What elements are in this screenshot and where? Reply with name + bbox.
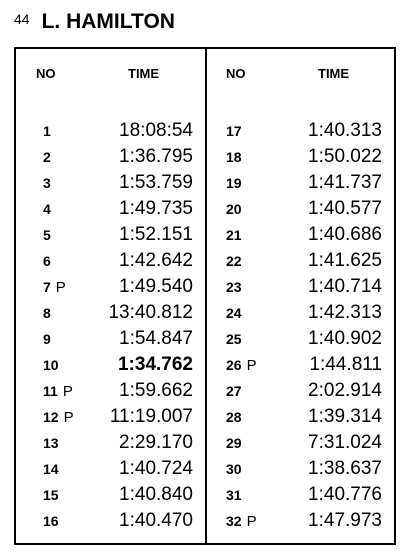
lap-time: 13:40.812 <box>108 302 193 323</box>
lap-number-value: 14 <box>43 461 59 477</box>
lap-row <box>207 379 396 405</box>
lap-number-value: 26 <box>226 357 242 373</box>
lap-row <box>207 483 396 509</box>
lap-time: 1:40.313 <box>308 120 382 141</box>
lap-row <box>16 457 205 483</box>
lap-number <box>43 304 51 322</box>
lap-row <box>207 509 396 535</box>
lap-number-value: 24 <box>226 305 242 321</box>
lap-number <box>43 226 51 244</box>
lap-number <box>43 278 66 297</box>
lap-row <box>207 327 396 353</box>
lap-time: 7:31.024 <box>308 432 382 453</box>
lap-time: 1:40.902 <box>308 328 382 349</box>
lap-time: 1:40.840 <box>119 484 193 505</box>
lap-row <box>16 405 205 431</box>
lap-row <box>16 197 205 223</box>
lap-number-value: 8 <box>43 305 51 321</box>
lap-number <box>43 148 51 166</box>
lap-number <box>43 434 59 452</box>
lap-number-value: 11 <box>43 383 58 399</box>
lap-time: 1:49.540 <box>119 276 193 297</box>
lap-number-value: 21 <box>226 227 242 243</box>
lap-number-value: 6 <box>43 253 51 269</box>
pit-stop-flag: P <box>63 409 74 426</box>
lap-row <box>16 145 205 171</box>
lap-number <box>43 486 59 504</box>
lap-number-value: 20 <box>226 201 242 217</box>
lap-number <box>226 512 257 531</box>
lap-number-value: 5 <box>43 227 51 243</box>
lap-number <box>43 460 59 478</box>
right-column-header <box>207 66 396 82</box>
lap-time: 1:39.314 <box>308 406 382 427</box>
lap-number <box>226 174 242 192</box>
lap-number <box>226 252 242 270</box>
lap-number <box>43 512 59 530</box>
lap-time: 1:47.973 <box>308 510 382 531</box>
pit-stop-flag: P <box>55 279 66 296</box>
lap-number <box>226 382 242 400</box>
lap-number <box>43 252 51 270</box>
lap-row <box>16 509 205 535</box>
lap-row <box>207 457 396 483</box>
lap-row <box>16 223 205 249</box>
lap-row <box>207 197 396 223</box>
right-rows <box>207 119 396 535</box>
lap-number-value: 15 <box>43 487 59 503</box>
lap-row <box>16 483 205 509</box>
lap-row <box>207 275 396 301</box>
lap-row <box>207 431 396 457</box>
pit-stop-flag: P <box>246 357 257 374</box>
lap-time: 1:54.847 <box>119 328 193 349</box>
lap-time: 1:59.662 <box>119 380 193 401</box>
lap-number-value: 12 <box>43 409 59 425</box>
lap-number-value: 19 <box>226 175 242 191</box>
lap-time: 1:38.637 <box>308 458 382 479</box>
lap-row <box>16 171 205 197</box>
lap-number <box>43 174 51 192</box>
lap-number <box>226 122 242 140</box>
lap-row <box>16 301 205 327</box>
pit-stop-flag: P <box>62 383 73 400</box>
lap-number-value: 23 <box>226 279 242 295</box>
lap-number-value: 13 <box>43 435 59 451</box>
page-header <box>14 10 175 34</box>
lap-time: 1:41.625 <box>308 250 382 271</box>
driver-name: L. HAMILTON <box>41 10 175 33</box>
lap-number <box>226 486 242 504</box>
lap-row <box>16 275 205 301</box>
lap-number-value: 30 <box>226 461 242 477</box>
lap-time: 11:19.007 <box>109 406 193 427</box>
lap-number <box>226 226 242 244</box>
lap-number-value: 16 <box>43 513 59 529</box>
lap-row <box>207 353 396 379</box>
lap-time: 1:40.686 <box>308 224 382 245</box>
lap-time: 1:40.776 <box>308 484 382 505</box>
lap-time: 1:40.714 <box>308 276 382 297</box>
lap-number-value: 29 <box>226 435 242 451</box>
lap-times-table <box>14 47 396 545</box>
lap-time: 1:53.759 <box>119 172 193 193</box>
lap-time: 1:40.470 <box>119 510 193 531</box>
lap-number-value: 17 <box>226 123 242 139</box>
lap-number <box>226 434 242 452</box>
lap-number <box>226 460 242 478</box>
lap-number-value: 22 <box>226 253 242 269</box>
lap-row <box>207 249 396 275</box>
lap-row <box>16 353 205 379</box>
lap-time: 1:50.022 <box>308 146 382 167</box>
left-rows <box>16 119 205 535</box>
lap-number-value: 32 <box>226 513 242 529</box>
lap-number <box>43 356 59 374</box>
lap-number <box>43 200 51 218</box>
header-no: NO <box>36 66 56 81</box>
lap-number <box>43 382 73 401</box>
lap-number-value: 28 <box>226 409 242 425</box>
lap-number-value: 1 <box>43 123 51 139</box>
lap-row <box>207 119 396 145</box>
lap-number-value: 18 <box>226 149 242 165</box>
lap-number-value: 25 <box>226 331 242 347</box>
left-column-header <box>16 66 205 82</box>
lap-number <box>43 408 74 427</box>
header-time: TIME <box>318 66 350 81</box>
lap-number <box>226 330 242 348</box>
lap-number-value: 10 <box>43 357 59 373</box>
lap-row <box>16 431 205 457</box>
lap-row <box>207 171 396 197</box>
lap-number <box>43 122 51 140</box>
lap-number-value: 9 <box>43 331 51 347</box>
fastest-lap-time: 1:34.762 <box>117 354 193 375</box>
lap-time: 2:29.170 <box>119 432 193 453</box>
lap-number <box>226 356 257 375</box>
lap-time: 1:36.795 <box>119 146 193 167</box>
lap-number <box>226 408 242 426</box>
lap-row <box>207 223 396 249</box>
lap-row <box>16 327 205 353</box>
lap-time: 1:40.577 <box>308 198 382 219</box>
lap-time: 1:40.724 <box>119 458 193 479</box>
lap-number <box>226 278 242 296</box>
lap-row <box>16 379 205 405</box>
lap-number-value: 7 <box>43 279 51 295</box>
lap-number <box>43 330 51 348</box>
lap-number <box>226 148 242 166</box>
lap-number-value: 27 <box>226 383 242 399</box>
car-number: 44 <box>14 11 30 27</box>
lap-row <box>207 145 396 171</box>
lap-row <box>207 405 396 431</box>
lap-number-value: 4 <box>43 201 51 217</box>
lap-time: 1:44.811 <box>309 354 382 375</box>
lap-time: 1:49.735 <box>119 198 193 219</box>
lap-time: 1:52.151 <box>119 224 193 245</box>
lap-row <box>16 249 205 275</box>
header-no: NO <box>226 66 246 81</box>
lap-time: 1:42.642 <box>119 250 193 271</box>
lap-number-value: 2 <box>43 149 51 165</box>
lap-time: 1:41.737 <box>308 172 382 193</box>
lap-time: 1:42.313 <box>308 302 382 323</box>
lap-number-value: 3 <box>43 175 51 191</box>
lap-time: 2:02.914 <box>308 380 382 401</box>
lap-row <box>16 119 205 145</box>
header-time: TIME <box>128 66 160 81</box>
lap-number <box>226 304 242 322</box>
pit-stop-flag: P <box>246 513 257 530</box>
lap-time: 18:08:54 <box>119 120 193 141</box>
lap-row <box>207 301 396 327</box>
lap-number-value: 31 <box>226 487 242 503</box>
lap-number <box>226 200 242 218</box>
